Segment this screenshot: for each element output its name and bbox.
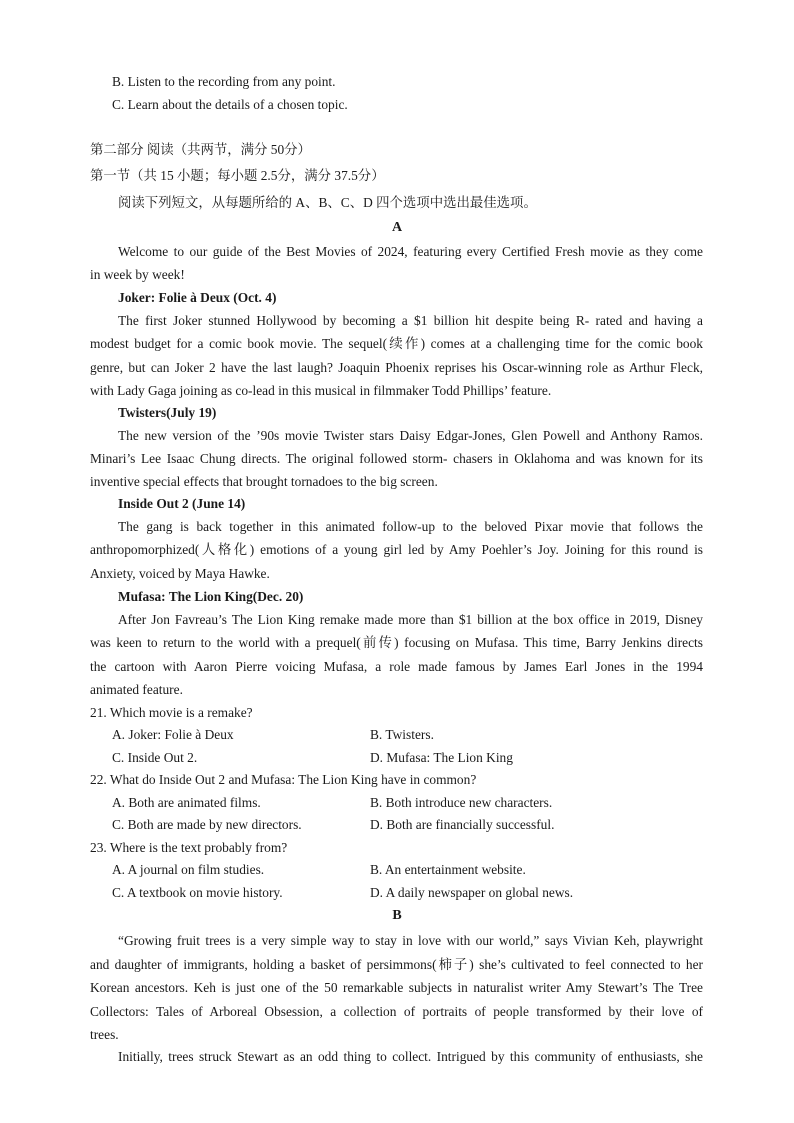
passage-b-text-line: Collectors: Tales of Arboreal Obsession, a collection of portraits of people transformed by their love of [90,1004,703,1019]
movie-text-line: The first Joker stunned Hollywood by becoming a $1 billion hit despite being R- rated and having a [118,313,703,328]
question-stem: 21. Which movie is a remake? [90,705,253,720]
movie-text-line: modest budget for a comic book movie. The sequel(续作) comes at a challenging time for the comic book [90,336,703,351]
movie-text-line: inventive special effects that brought tornadoes to the big screen. [90,474,438,489]
question-stem: 23. Where is the text probably from? [90,840,288,855]
question-option: C. Inside Out 2. [112,750,198,765]
prev-option-b: B. Listen to the recording from any point. [112,74,336,89]
movie-text-line: anthropomorphized(人格化) emotions of a young girl led by Amy Poehler’s Joy. Joining for this round is [90,542,703,557]
passage-a-intro-line: in week by week! [90,267,185,282]
passage-b-text-line: trees. [90,1027,119,1042]
prev-option-c: C. Learn about the details of a chosen topic. [112,97,348,112]
passage-a-label: A [391,220,403,235]
movie-text-line: genre, but can Joker 2 have the last laugh? Joaquin Phoenix reprises his Oscar-winning role as Arthur Fleck, [90,360,703,375]
passage-b-text-line: Initially, trees struck Stewart as an odd thing to collect. Intrigued by this community of enthusiasts, she [118,1049,703,1064]
movie-title-mufasa: Mufasa: The Lion King(Dec. 20) [118,589,304,604]
passage-a-intro-line: Welcome to our guide of the Best Movies of 2024, featuring every Certified Fresh movie as they come [118,244,703,259]
section1-title: 第一节（共 15 小题；每小题 2.5分，满分 37.5分） [90,168,385,183]
question-option: B. Both introduce new characters. [370,795,553,810]
question-stem: 22. What do Inside Out 2 and Mufasa: The Lion King have in common? [90,772,477,787]
movie-text-line: the cartoon with Aaron Pierre voicing Mufasa, a role made famous by James Earl Jones in the 1994 [90,659,703,674]
movie-title-twisters: Twisters(July 19) [118,405,217,420]
question-option: C. Both are made by new directors. [112,817,302,832]
question-option: B. Twisters. [370,727,434,742]
movie-text-line: The new version of the ’90s movie Twister stars Daisy Edgar-Jones, Glen Powell and Anthony Ramos. [118,428,703,443]
question-option: C. A textbook on movie history. [112,885,283,900]
question-option: D. Both are financially successful. [370,817,555,832]
movie-title-inside-out-2: Inside Out 2 (June 14) [118,496,246,511]
movie-title-joker: Joker: Folie à Deux (Oct. 4) [118,290,277,305]
question-option: A. Joker: Folie à Deux [112,727,234,742]
question-option: B. An entertainment website. [370,862,526,877]
question-option: A. Both are animated films. [112,795,261,810]
movie-text-line: with Lady Gaga joining as co-lead in this musical in filmmaker Todd Phillips’ feature. [90,383,552,398]
movie-text-line: The gang is back together in this animated follow-up to the beloved Pixar movie that follows the [118,519,703,534]
instruction: 阅读下列短文，从每题所给的 A、B、C、D 四个选项中选出最佳选项。 [118,195,537,210]
part2-title: 第二部分 阅读（共两节，满分 50分） [90,142,311,157]
question-option: D. A daily newspaper on global news. [370,885,574,900]
movie-text-line: was keen to return to the world with a prequel(前传) focusing on Mufasa. This time, Barry Jenkins directs [90,635,703,650]
passage-b-label: B [392,908,402,923]
movie-text-line: Minari’s Lee Isaac Chung directs. The original followed storm- chasers in Oklahoma and was known for its [90,451,703,466]
question-option: D. Mufasa: The Lion King [370,750,513,765]
movie-text-line: Anxiety, voiced by Maya Hawke. [90,566,270,581]
movie-text-line: animated feature. [90,682,183,697]
question-option: A. A journal on film studies. [112,862,265,877]
passage-b-text-line: and daughter of immigrants, holding a basket of persimmons(柿子) she’s cultivated to feel connected to her [90,957,703,972]
passage-b-text-line: Korean ancestors. Keh is just one of the 50 remarkable subjects in naturalist writer Amy Stewart’s The Tree [90,980,703,995]
passage-b-text-line: “Growing fruit trees is a very simple way to stay in love with our world,” says Vivian Keh, playwright [118,933,703,948]
movie-text-line: After Jon Favreau’s The Lion King remake made more than $1 billion at the box office in 2019, Disney [118,612,703,627]
